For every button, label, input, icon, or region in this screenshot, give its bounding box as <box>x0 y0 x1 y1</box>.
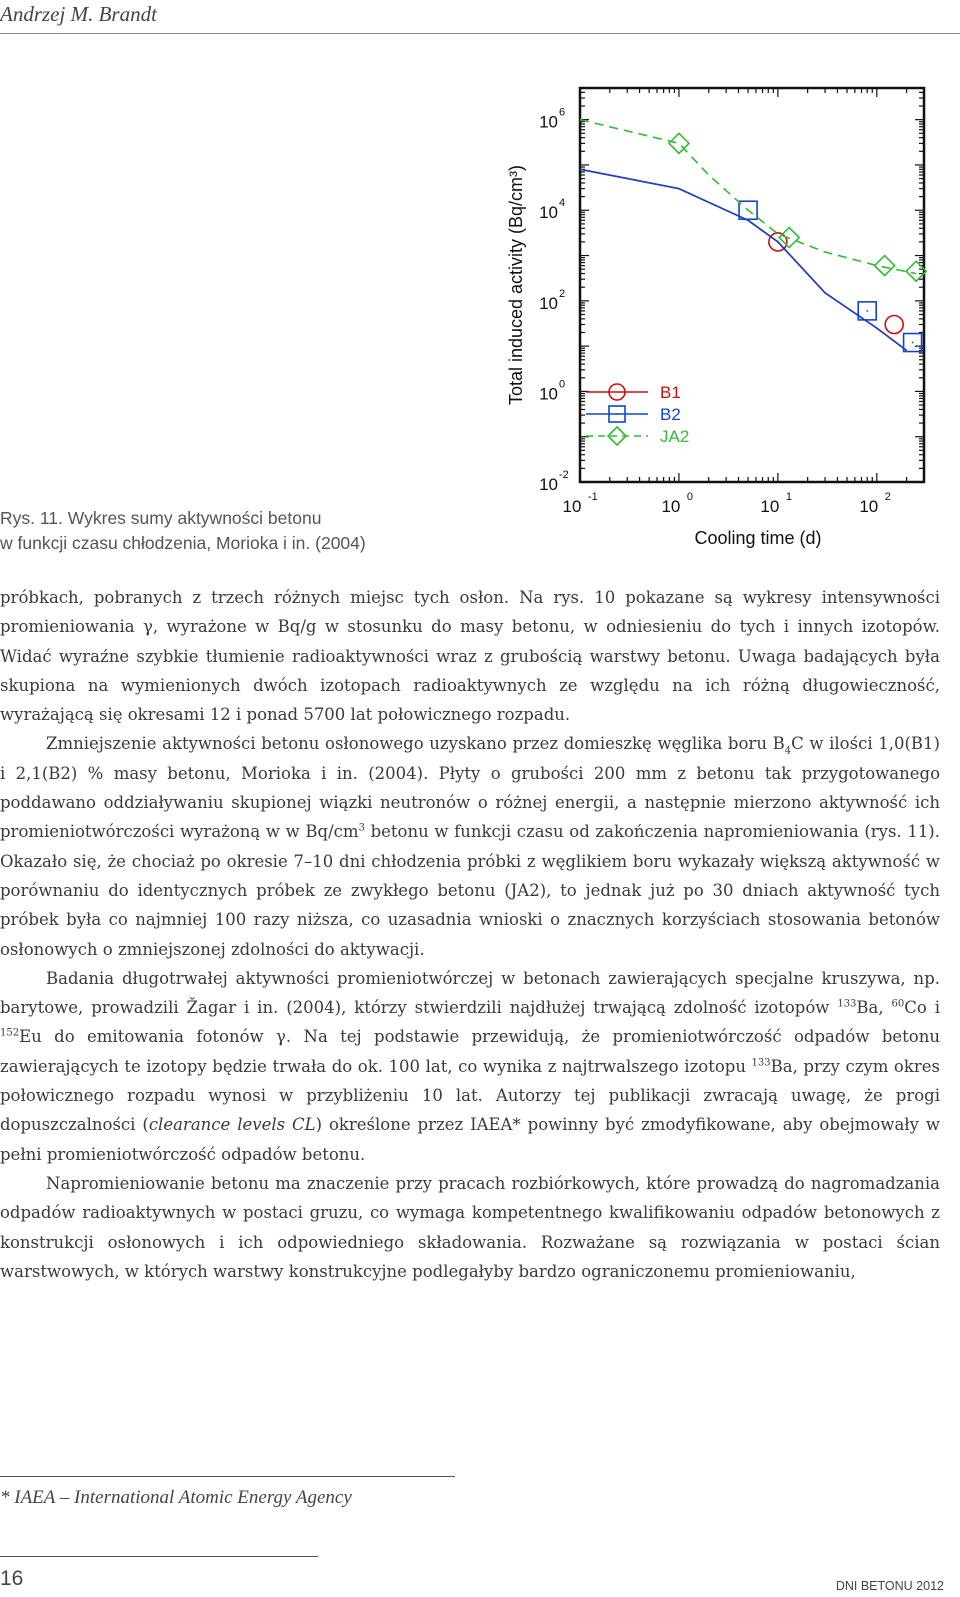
square-marker-dot <box>912 342 914 344</box>
x-tick-exponent: -1 <box>588 491 598 503</box>
series-marker-b2 <box>904 334 922 352</box>
y-tick-label: 10 <box>539 293 558 313</box>
paragraph-3 <box>0 964 940 1169</box>
series-line-ja2 <box>580 120 916 274</box>
circle-marker-shape <box>885 316 903 334</box>
x-tick-label: 10 <box>562 497 582 516</box>
y-tick-label: 10 <box>539 203 558 223</box>
paragraph-1 <box>0 583 940 729</box>
legend-label-b2: B2 <box>660 405 681 424</box>
y-tick-exponent: 6 <box>559 106 566 119</box>
x-tick-label: 10 <box>760 497 780 516</box>
page-number: 16 <box>0 1567 24 1590</box>
series-marker-ja2 <box>875 256 895 276</box>
y-tick-label: 10 <box>539 475 558 494</box>
paragraph-2-text-b: C w ilości 1,0(B1) i 2,1(B2) % masy betonu, Morioka i in. (2004). Płyty o grubości 200 mm z betonu tak przygotowanego poddawano oddziaływaniu skupionej wiązki neutronów o różnej energii, a następnie mierzono aktywność ich promieniotwórczości wyrażoną w w Bq/cm <box>0 734 940 842</box>
y-tick-exponent: -2 <box>559 469 569 481</box>
legend-label-b1: B1 <box>660 383 681 402</box>
series-marker-b1 <box>885 316 903 334</box>
y-tick-exponent: 2 <box>559 287 566 300</box>
y-tick-label: 10 <box>539 384 558 404</box>
y-axis-label: Total induced activity (Bq/cm³) <box>506 164 526 406</box>
legend-label-ja2: JA2 <box>660 427 690 446</box>
x-tick-label: 10 <box>661 497 681 516</box>
superscript-152: 152 <box>0 1027 20 1039</box>
x-tick-exponent: 2 <box>884 491 891 503</box>
article-body <box>0 583 940 1286</box>
superscript-133-a: 133 <box>837 998 857 1010</box>
x-axis-label: Cooling time (d) <box>694 528 822 548</box>
activity-chart <box>494 70 944 560</box>
paragraph-4-text: Napromieniowanie betonu ma znaczenie przy pracach rozbiórkowych, które prowadzą do nagromadzania odpadów radioaktywnych w postaci gruzu, co wymaga kompetentnego kwalifikowaniu odpadów betonowych z konstrukcji osłonowych i ich odpowiedniego składowania. Rozważane są rozwiązania w postaci ścian warstwowych, w których warstwy konstrukcyjne podlegałyby bardzo ograniczonemu promieniowaniu, <box>0 1173 940 1281</box>
paragraph-3-text-e: Ba, przy czym okres połowicznego rozpadu wynosi w przybliżeniu 10 lat. Autorzy tej publikacji zwracają uwagę, że progi dopuszczalności ( <box>0 1056 940 1135</box>
paragraph-3-text-d: Eu do emitowania fotonów γ. Na tej podstawie przewidują, że promieniotwórczość odpadów betonu zawierających te izotopy będzie trwała do ok. 100 lat, co wynika z najtrwalszego izotopu <box>0 1027 940 1076</box>
paragraph-3-text-f: ) określone przez IAEA* powinny być zmodyfikowane, aby obejmowały w pełni promieniotwórczość odpadów betonu. <box>0 1115 941 1164</box>
figure-caption-line-2: w funkcji czasu chłodzenia, Morioka i in. (2004) <box>0 533 366 553</box>
footnote-divider <box>0 1476 455 1477</box>
clearance-levels-term: clearance levels CL <box>148 1115 316 1135</box>
running-header-author: Andrzej M. Brandt <box>0 2 157 26</box>
figure-caption-line-1: Rys. 11. Wykres sumy aktywności betonu <box>0 508 322 528</box>
diamond-marker-shape <box>875 256 895 276</box>
paragraph-2-text-c: betonu w funkcji czasu od zakończenia napromieniowania (rys. 11). Okazało się, że chociaż po okresie 7–10 dni chłodzenia próbki z węglikiem boru wykazały większą aktywność w porównaniu do identycznych próbek ze zwykłego betonu (JA2), to jednak już po 30 dniach aktywność tych próbek była co najmniej 100 razy niższa, co uzasadnia wnioski o znacznych korzyściach stosowania betonów osłonowych o zmniejszonej zdolności do aktywacji. <box>0 822 940 959</box>
header-divider <box>0 33 960 34</box>
superscript-60: 60 <box>891 998 905 1010</box>
paragraph-2 <box>0 729 940 963</box>
paragraph-4 <box>0 1169 940 1286</box>
x-tick-exponent: 0 <box>686 491 694 503</box>
y-tick-label: 10 <box>539 112 558 132</box>
x-tick-label: 10 <box>859 497 879 516</box>
y-tick-exponent: 0 <box>559 378 566 391</box>
paragraph-1-text: próbkach, pobranych z trzech różnych miejsc tych osłon. Na rys. 10 pokazane są wykresy intensywności promieniowania γ, wyrażone w Bq/g w stosunku do masy betonu, w odniesieniu do tych i innych izotopów. Widać wyraźne szybkie tłumienie radioaktywności wraz z grubością warstwy betonu. Uwaga badających była skupiona na wymienionych dwóch izotopach radioaktywnych ze względu na ich różną długowieczność, wyrażającą się okresami 12 i ponad 5700 lat połowicznego rozpadu. <box>0 588 940 725</box>
superscript-133-b: 133 <box>751 1057 771 1069</box>
y-tick-exponent: 4 <box>559 197 566 210</box>
subscript-4: 4 <box>784 745 792 757</box>
footer-divider <box>0 1556 318 1557</box>
journal-name: DNI BETONU 2012 <box>835 1579 944 1593</box>
superscript-3: 3 <box>358 822 365 834</box>
footnote: * IAEA – International Atomic Energy Agency <box>0 1487 352 1508</box>
paragraph-3-text-a: Badania długotrwałej aktywności promieniotwórczej w betonach zawierających specjalne kruszywa, np. barytowe, prowadzili Žagar i in. (2004), którzy stwierdzili najdłużej trwającą zdolność izotopów <box>0 968 940 1018</box>
x-tick-exponent: 1 <box>785 491 792 503</box>
figure-caption <box>0 506 440 556</box>
plot-frame <box>580 88 924 482</box>
paragraph-3-text-c: Co i <box>904 998 940 1018</box>
square-marker-dot <box>616 413 618 415</box>
paragraph-3-text-b: Ba, <box>856 998 892 1018</box>
square-marker-dot <box>866 310 868 312</box>
paragraph-2-text-a: Zmniejszenie aktywności betonu osłonowego uzyskano przez domieszkę węglika boru B <box>46 734 785 754</box>
